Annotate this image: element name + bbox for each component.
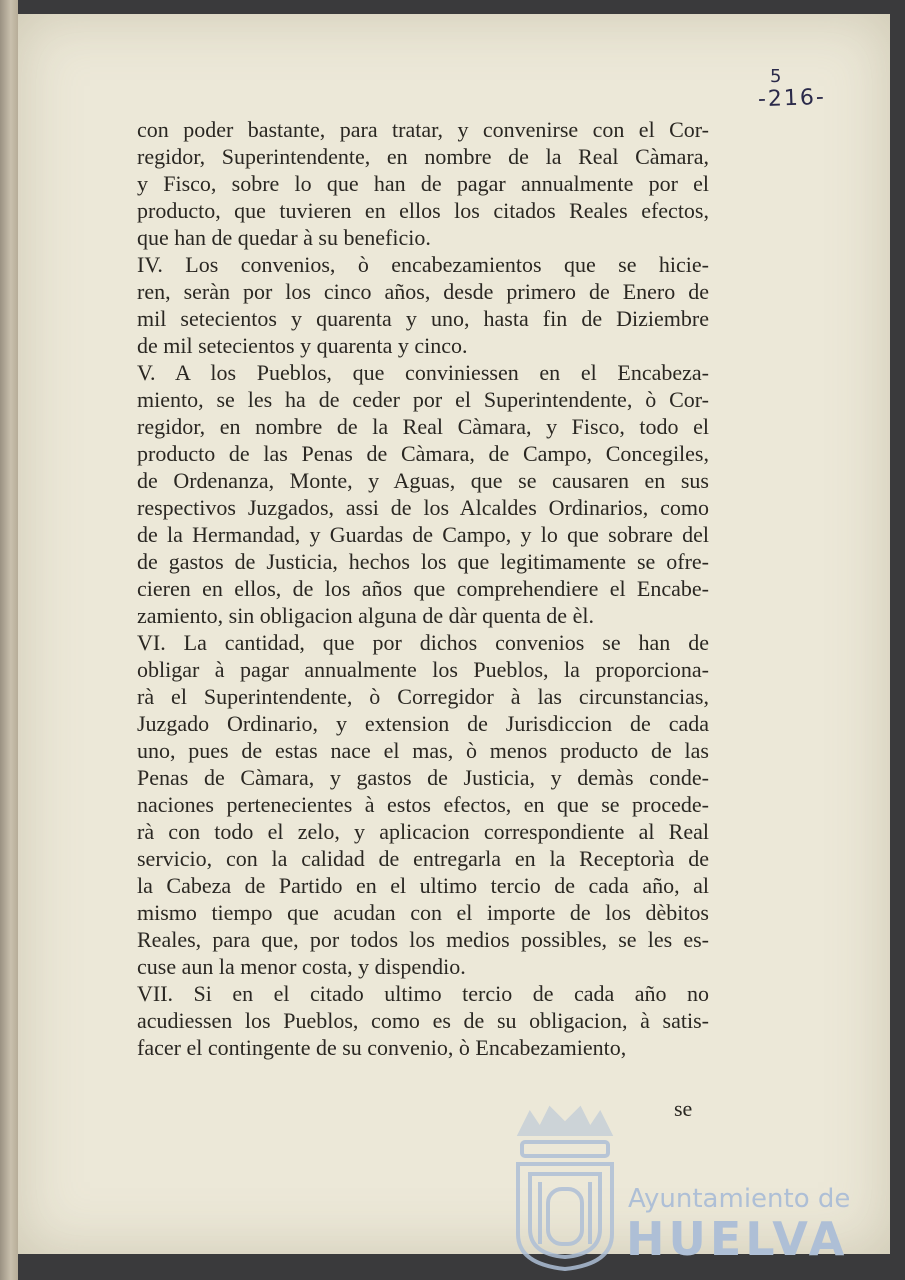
text-line: de gastos de Justicia, hechos los que legitimamente se ofre- (137, 549, 709, 574)
text-line: zamiento, sin obligacion alguna de dàr quenta de èl. (137, 603, 594, 628)
text-line: servicio, con la calidad de entregarla en la Receptorìa de (137, 846, 709, 871)
text-line: la Cabeza de Partido en el ultimo tercio de cada año, al (137, 873, 709, 898)
catchword: se (674, 1096, 693, 1121)
text-line: de la Hermandad, y Guardas de Campo, y lo que sobrare del (137, 522, 709, 547)
text-line: VI. La cantidad, que por dichos convenios se han de (137, 630, 709, 655)
text-line: regidor, Superintendente, en nombre de la Real Càmara, (137, 144, 709, 169)
text-line: uno, pues de estas nace el mas, ò menos producto de las (137, 738, 709, 763)
text-line: mismo tiempo que acudan con el importe de los dèbitos (137, 900, 709, 925)
body-text (137, 116, 709, 1061)
adjacent-page-edge (0, 0, 18, 1280)
text-line: mil setecientos y quarenta y uno, hasta fin de Diziembre (137, 306, 709, 331)
text-line: acudiessen los Pueblos, como es de su obligacion, à satis- (137, 1008, 709, 1033)
text-line: Reales, para que, por todos los medios possibles, se les es- (137, 927, 709, 952)
text-line: regidor, en nombre de la Real Càmara, y Fisco, todo el (137, 414, 709, 439)
coat-of-arms-watermark (500, 1094, 630, 1274)
text-line: Juzgado Ordinario, y extension de Jurisdiccion de cada (137, 711, 709, 736)
text-line: y Fisco, sobre lo que han de pagar annualmente por el (137, 171, 709, 196)
text-line: de mil setecientos y quarenta y cinco. (137, 333, 468, 358)
text-line: obligar à pagar annualmente los Pueblos, la proporciona- (137, 657, 709, 682)
text-line: naciones pertenecientes à estos efectos, en que se procede- (137, 792, 709, 817)
text-line: rà el Superintendente, ò Corregidor à las circunstancias, (137, 684, 709, 709)
folio-number: -216- (757, 84, 827, 113)
text-line: cieren en ellos, de los años que comprehendiere el Encabe- (137, 576, 709, 601)
text-line: de Ordenanza, Monte, y Aguas, que se causaren en sus (137, 468, 709, 493)
text-line: VII. Si en el citado ultimo tercio de cada año no (137, 981, 709, 1006)
text-line: con poder bastante, para tratar, y convenirse con el Cor- (137, 117, 709, 142)
text-line: ren, seràn por los cinco años, desde primero de Enero de (137, 279, 709, 304)
watermark-line1: Ayuntamiento de (628, 1184, 851, 1214)
document-page (18, 14, 890, 1266)
watermark-line2: HUELVA (626, 1212, 849, 1266)
text-line: cuse aun la menor costa, y dispendio. (137, 954, 466, 979)
text-line: IV. Los convenios, ò encabezamientos que se hicie- (137, 252, 709, 277)
folio-mark: 5 (770, 66, 782, 87)
text-line: producto, que tuvieren en ellos los citados Reales efectos, (137, 198, 709, 223)
text-line: producto de las Penas de Càmara, de Campo, Concegiles, (137, 441, 709, 466)
text-line: facer el contingente de su convenio, ò Encabezamiento, (137, 1035, 627, 1060)
text-line: Penas de Càmara, y gastos de Justicia, y demàs conde- (137, 765, 709, 790)
text-line: respectivos Juzgados, assi de los Alcaldes Ordinarios, como (137, 495, 709, 520)
text-line: V. A los Pueblos, que conviniessen en el Encabeza- (137, 360, 709, 385)
text-line: miento, se les ha de ceder por el Superintendente, ò Cor- (137, 387, 709, 412)
text-line: rà con todo el zelo, y aplicacion correspondiente al Real (137, 819, 709, 844)
text-line: que han de quedar à su beneficio. (137, 225, 431, 250)
